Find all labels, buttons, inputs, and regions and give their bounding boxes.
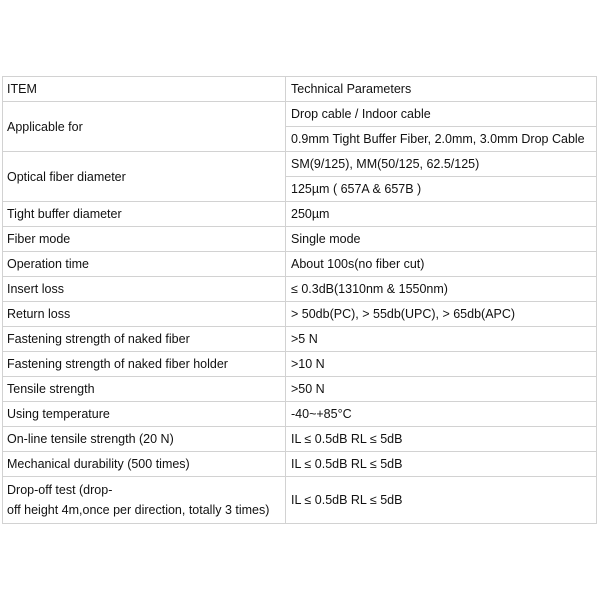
row-value: >50 N <box>286 377 597 402</box>
table-row <box>3 352 597 377</box>
row-label-line: Drop-off test (drop- <box>7 483 113 497</box>
row-value: >10 N <box>286 352 597 377</box>
header-parameters: Technical Parameters <box>286 77 597 102</box>
row-label: Fiber mode <box>3 227 286 252</box>
row-label: Operation time <box>3 252 286 277</box>
row-label: Return loss <box>3 302 286 327</box>
table-row <box>3 452 597 477</box>
table-row <box>3 427 597 452</box>
table-row <box>3 227 597 252</box>
spec-table <box>2 76 597 524</box>
row-value: >5 N <box>286 327 597 352</box>
table-row <box>3 377 597 402</box>
row-value: SM(9/125), MM(50/125, 62.5/125) <box>286 152 597 177</box>
row-value: IL ≤ 0.5dB RL ≤ 5dB <box>286 452 597 477</box>
row-value: ≤ 0.3dB(1310nm & 1550nm) <box>286 277 597 302</box>
table-header-row <box>3 77 597 102</box>
table-row <box>3 252 597 277</box>
row-value: IL ≤ 0.5dB RL ≤ 5dB <box>286 477 597 524</box>
table-row <box>3 202 597 227</box>
table-row <box>3 277 597 302</box>
row-label: Fastening strength of naked fiber holder <box>3 352 286 377</box>
table-row <box>3 402 597 427</box>
table-row <box>3 102 597 127</box>
row-label: Fastening strength of naked fiber <box>3 327 286 352</box>
row-value: 250µm <box>286 202 597 227</box>
table-row <box>3 152 597 177</box>
row-label: Applicable for <box>3 102 286 152</box>
row-label <box>3 477 286 524</box>
row-label: Insert loss <box>3 277 286 302</box>
row-label: Tight buffer diameter <box>3 202 286 227</box>
row-label: On-line tensile strength (20 N) <box>3 427 286 452</box>
row-label: Mechanical durability (500 times) <box>3 452 286 477</box>
row-value: 0.9mm Tight Buffer Fiber, 2.0mm, 3.0mm Drop Cable <box>286 127 597 152</box>
row-label: Tensile strength <box>3 377 286 402</box>
row-label: Optical fiber diameter <box>3 152 286 202</box>
row-value: About 100s(no fiber cut) <box>286 252 597 277</box>
row-value: IL ≤ 0.5dB RL ≤ 5dB <box>286 427 597 452</box>
row-value: Drop cable / Indoor cable <box>286 102 597 127</box>
row-label: Using temperature <box>3 402 286 427</box>
table-row <box>3 477 597 524</box>
header-item: ITEM <box>3 77 286 102</box>
row-value: -40~+85°C <box>286 402 597 427</box>
row-value: Single mode <box>286 227 597 252</box>
row-value: > 50db(PC), > 55db(UPC), > 65db(APC) <box>286 302 597 327</box>
table-row <box>3 302 597 327</box>
row-label-line: off height 4m,once per direction, totally 3 times) <box>7 503 270 517</box>
table-row <box>3 327 597 352</box>
row-value: 125µm ( 657A & 657B ) <box>286 177 597 202</box>
